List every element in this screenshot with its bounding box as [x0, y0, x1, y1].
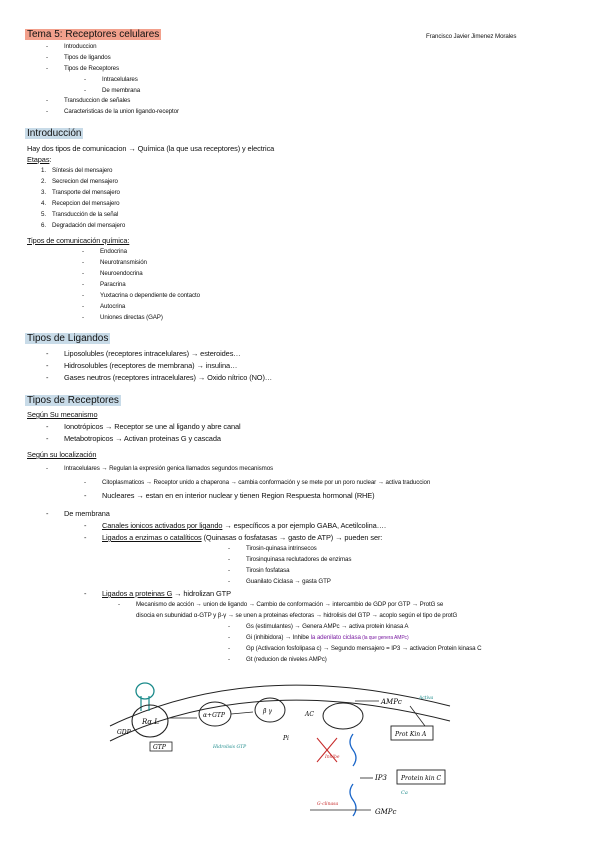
- gt-item: - Gt (reducion de niveles AMPc): [228, 656, 327, 663]
- intracelulares-item: - Intracelulares → Regulan la expresión genica llamados segundos mecanismos: [46, 465, 274, 472]
- gp-effector-shape: [350, 734, 356, 766]
- enzima-subitem: - Tirosin fosfatasa: [228, 567, 290, 574]
- gdp-label: GDP: [117, 729, 131, 736]
- gtp-label: GTP: [153, 744, 166, 751]
- toc-item: - Tipos de ligandos: [46, 54, 111, 61]
- ligando-item: - Gases neutros (receptores intracelulares) → Oxido nítrico (NO)…: [46, 373, 273, 382]
- receptor-label: Rα L: [142, 718, 159, 726]
- activa-label: Activa: [419, 696, 434, 701]
- gs-item: - Gs (estimulantes) → Genera AMPc → activa protein kinasa A: [228, 623, 409, 630]
- toc-subitem: - De membrana: [84, 87, 141, 94]
- ip3-label: IP3: [375, 774, 387, 782]
- etapa-item: 3. Transporte del mensajero: [41, 189, 120, 196]
- tipo-comunicacion-item: - Yuxtacrina o dependiente de contacto: [82, 292, 200, 299]
- inhibe-label: Inhibe: [325, 755, 340, 760]
- gprotein-diagram: [105, 666, 455, 836]
- ac-label: AC: [305, 711, 314, 718]
- toc-item: - Caracteristicas de la union ligando-receptor: [46, 108, 179, 115]
- mecanismo-item: - Ionotrópicos → Receptor se une al ligando y abre canal: [46, 422, 241, 431]
- arrow-to-pka: [410, 706, 425, 726]
- ligand-shape: [136, 683, 154, 699]
- toc-item: - Transduccion de señales: [46, 97, 131, 104]
- ca-label: Ca: [401, 790, 408, 796]
- enzimas-item: - Ligados a enzimas o catalíticos (Quinasas o fosfatasas → gasto de ATP) → pueden ser:: [84, 533, 383, 542]
- enzima-subitem: - Tirosinquinasa reclutadores de enzimas: [228, 556, 352, 563]
- etapa-item: 1. Síntesis del mensajero: [41, 167, 113, 174]
- pi-label: Pi: [283, 735, 289, 742]
- nucleares-item: - Nucleares → estan en en interior nuclear y tienen Region Respuesta hormonal (RHE): [84, 491, 375, 500]
- gp-item: - Gp (Activacion fosfolipasa c) → Segundo mensajero = IP3 → activacion Protein kinasa C: [228, 645, 482, 652]
- gi-item: - Gi (inhibidora) → Inhibe la adenilato ciclasa (la que genera AMPc): [228, 634, 409, 641]
- tipo-comunicacion-item: - Endocrina: [82, 248, 127, 255]
- etapa-item: 4. Recepcion del mensajero: [41, 200, 120, 207]
- mecanismo-accion-line2: disocia en subunidad α-GTP y β-γ → se unen a proteinas efectoras → hidrolisis del GTP → acoplo según el tipo de protG: [136, 612, 458, 619]
- pkc-label: Protein kin C: [401, 775, 442, 782]
- pka-label: Prot Kin A: [395, 731, 427, 738]
- tipo-comunicacion-item: - Uniones directas (GAP): [82, 314, 163, 321]
- intro-text: Hay dos tipos de comunicacion → Química (la que usa receptores) y electrica: [27, 144, 275, 153]
- section-heading-ligandos: Tipos de Ligandos: [27, 333, 109, 344]
- citoplasmaticos-item: - Citoplasmaticos → Receptor unido a chaperona → cambia conformación y se mete por un poro nuclear → activa traduccion: [84, 479, 431, 486]
- beta-gamma-label: β γ: [263, 708, 272, 715]
- mecanismo-item: - Metabotropicos → Activan proteinas G y cascada: [46, 434, 221, 443]
- mecanismo-accion-line1: - Mecanismo de acción → union de ligando → Cambio de conformación → intercambio de GDP por GTP → ProtG se: [118, 601, 444, 608]
- protg-item: - Ligados a proteinas G → hidrolizan GTP: [84, 589, 231, 598]
- enzima-subitem: - Tirosin-quinasa intrinsecos: [228, 545, 317, 552]
- author-name: Francisco Javier Jimenez Morales: [426, 33, 517, 40]
- etapa-item: 2. Secrecion del mensajero: [41, 178, 118, 185]
- ampc-label: AMPc: [381, 698, 402, 706]
- tipos-comunicacion-label: Tipos de comunicación química:: [27, 236, 130, 245]
- enzima-subitem: - Guanilato Ciclasa → gasta GTP: [228, 578, 331, 585]
- tipo-comunicacion-item: - Neurotransmisión: [82, 259, 147, 266]
- mecanismo-label: Según Su mecanismo: [27, 410, 98, 419]
- tipo-comunicacion-item: - Autocrina: [82, 303, 126, 310]
- g-clinasa-label: G-clinasa: [317, 802, 339, 807]
- toc-item: - Tipos de Receptores: [46, 65, 119, 72]
- alpha-gtp-label: α+GTP: [203, 712, 225, 719]
- etapas-label: Etapas:: [27, 155, 52, 164]
- ligando-item: - Liposolubles (receptores intracelulares) → esteroides…: [46, 349, 241, 358]
- etapa-item: 6. Degradación del mensajero: [41, 222, 126, 229]
- arrow-alpha-to-betagamma: [231, 712, 253, 714]
- tipo-comunicacion-item: - Neuroendocrina: [82, 270, 143, 277]
- localizacion-label: Según su localización: [27, 450, 97, 459]
- toc-item: - Introduccion: [46, 43, 97, 50]
- etapa-item: 5. Transducción de la señal: [41, 211, 119, 218]
- page-title: Tema 5: Receptores celulares: [27, 29, 160, 40]
- toc-subitem: - Intracelulares: [84, 76, 138, 83]
- gmpc-label: GMPc: [375, 808, 397, 816]
- hydrolysis-label: Hidrolisis GTP: [213, 745, 247, 750]
- canales-item: - Canales ionicos activados por ligando → específicos a por ejemplo GABA, Acetilcolina….: [84, 521, 386, 530]
- section-heading-receptores: Tipos de Receptores: [27, 395, 119, 406]
- gt-effector-shape: [350, 784, 356, 816]
- membrana-item: - De membrana: [46, 509, 110, 518]
- tipo-comunicacion-item: - Paracrina: [82, 281, 126, 288]
- adenylate-cyclase-shape: [323, 703, 363, 729]
- section-heading-intro: Introducción: [27, 128, 82, 139]
- ligando-item: - Hidrosolubles (receptores de membrana) → insulina…: [46, 361, 238, 370]
